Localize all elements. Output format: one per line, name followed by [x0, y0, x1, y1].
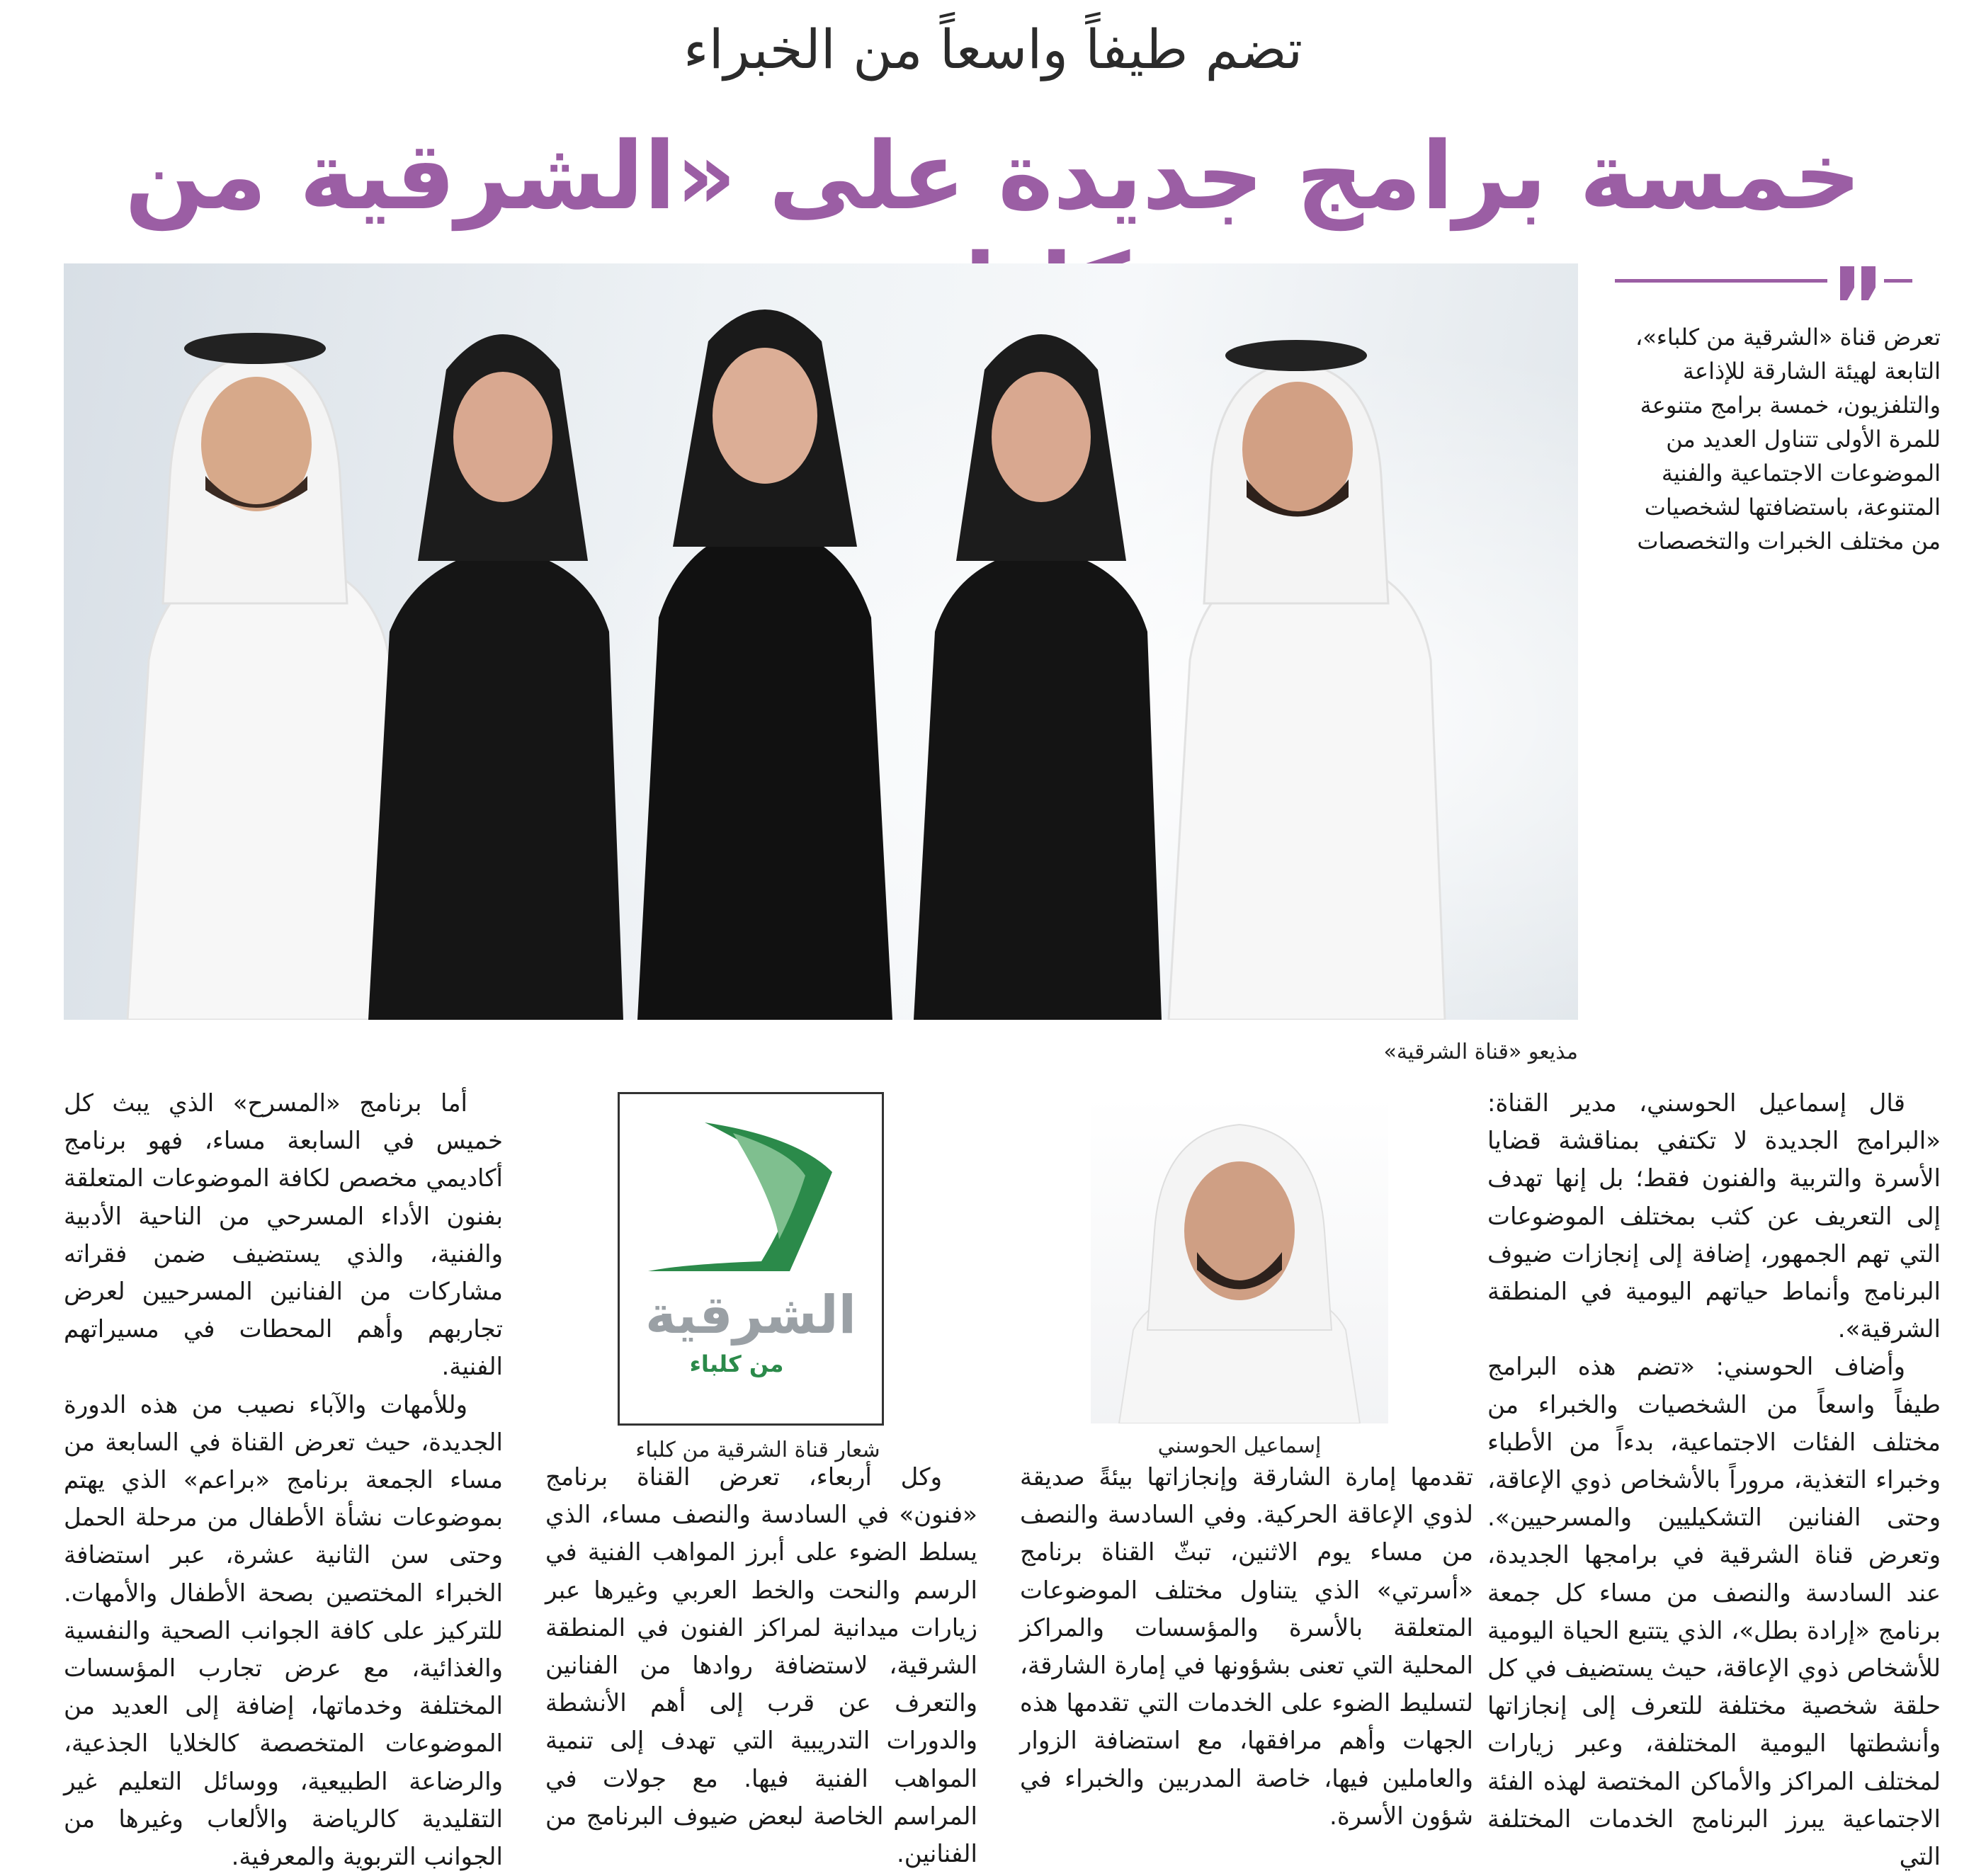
logo-subtitle: من كلباء: [689, 1351, 784, 1377]
quote-mark-icon: [1615, 259, 1941, 305]
paragraph: وأضاف الحوسني: «تضم هذه البرامج طيفاً واسعاً من الشخصيات والخبراء من مختلف الفئات الاجتماعية، بدءاً من الأطباء وخبراء التغذية، مروراً بالأشخاص ذوي الإعاقة، وحتى الفنانين التشكيليين والمسرحيين». وتعرض قناة الشرقية في برامجها الجديدة، عند السادسة والنصف من مساء كل جمعة برنامج «إرادة بطل»، الذي يتتبع الحياة اليومية للأشخاص ذوي الإعاقة، حيث يستضيف في كل حلقة شخصية مختلفة للتعرف إلى إنجازاتها وأنشطتها اليومية المختلفة، وعبر زيارات لمختلف المراكز والأماكن المختصة لهذه الفئة الاجتماعية يبرز البرنامج الخدمات المختلفة التي: [1487, 1353, 1941, 1872]
paragraph: وللأمهات والآباء نصيب من هذه الدورة الجديدة، حيث تعرض القناة في السابعة من مساء الجمعة برنامج «براعم» الذي يهتم بموضوعات نشأة الأطفال من مرحلة الحمل وحتى سن الثانية عشرة، عبر استضافة الخبراء المختصين بصحة الأطفال والأمهات. للتركيز على كافة الجوانب الصحية والنفسية والغذائية، مع عرض تجارب المؤسسات المختلفة وخدماتها، إضافة إلى العديد من الموضوعات المتخصصة كالخلايا الجذعية، والرضاعة الطبيعية، ووسائل التعليم غير التقليدية كالرياضة والألعاب وغيرها من الجوانب التربوية والمعرفية.: [64, 1390, 503, 1872]
hero-illustration: [64, 263, 1578, 1020]
intro-text: تعرض قناة «الشرقية من كلباء»، التابعة لهيئة الشارقة للإذاعة والتلفزيون، خمسة برامج متنوعة للمرة الأولى تتناول العديد من الموضوعات الاجتماعية والفنية المتنوعة، باستضافتها لشخصيات من مختلف الخبرات والتخصصات: [1635, 324, 1941, 555]
logo-mark-icon: [620, 1094, 882, 1285]
article-column-2: [1020, 1459, 1473, 1836]
logo-title: الشرقية: [645, 1285, 857, 1346]
paragraph: تقدمها إمارة الشارقة وإنجازاتها بيئةً صديقة لذوي الإعاقة الحركية. وفي السادسة والنصف من مساء يوم الاثنين، تبثّ القناة برنامج «أسرتي» الذي يتناول مختلف الموضوعات المتعلقة بالأسرة والمؤسسات والمراكز المحلية التي تعنى بشؤونها في إمارة الشارقة، لتسليط الضوء على الخدمات التي تقدمها هذه الجهات وأهم مرافقها، مع استضافة الزوار والعاملين فيها، خاصة المدربين والخبراء في شؤون الأسرة.: [1020, 1463, 1473, 1831]
portrait-caption: إسماعيل الحوسني: [1157, 1433, 1322, 1458]
channel-logo: [618, 1092, 884, 1426]
article-column-3: [545, 1459, 977, 1873]
portrait-photo: [1091, 1096, 1388, 1423]
article-column-4: [64, 1085, 503, 1876]
article-column-1: [1487, 1085, 1941, 1876]
paragraph: قال إسماعيل الحوسني، مدير القناة: «البرامج الجديدة لا تكتفي بمناقشة قضايا الأسرة والتربية والفنون فقط؛ بل إنها تهدف إلى التعريف عن كثب بمختلف الموضوعات التي تهم الجمهور، إضافة إلى إنجازات ضيوف البرنامج وأنماط حياتهم اليومية في المنطقة الشرقية».: [1487, 1089, 1941, 1344]
paragraph: أما برنامج «المسرح» الذي يبث كل خميس في السابعة مساء، فهو برنامج أكاديمي مخصص لكافة الموضوعات المتعلقة بفنون الأداء المسرحي من الناحية الأدبية والفنية، والذي يستضيف ضمن فقراته مشاركات من الفنانين المسرحيين لعرض تجاربهم وأهم المحطات في مسيراتهم الفنية.: [64, 1089, 503, 1382]
kicker: تضم طيفاً واسعاً من الخبراء: [683, 18, 1303, 81]
paragraph: وكل أربعاء، تعرض القناة برنامج «فنون» في السادسة والنصف مساء، الذي يسلط الضوء على أبرز المواهب الفنية في الرسم والنحت والخط العربي وغيرها عبر زيارات ميدانية لمراكز الفنون في المنطقة الشرقية، لاستضافة روادها من الفنانين والتعرف عن قرب إلى أهم الأنشطة والدورات التدريبية التي تهدف إلى تنمية المواهب الفنية فيها. مع جولات في المراسم الخاصة لبعض ضيوف البرنامج من الفنانين.: [545, 1463, 977, 1869]
hero-caption: مذيعو «قناة الشرقية»: [1383, 1040, 1578, 1064]
logo-caption: شعار قناة الشرقية من كلباء: [635, 1438, 880, 1462]
portrait-illustration: [1091, 1096, 1388, 1423]
hero-photo: [64, 263, 1578, 1020]
headline: خمسة برامج جديدة على «الشرقية من: [125, 122, 1861, 231]
